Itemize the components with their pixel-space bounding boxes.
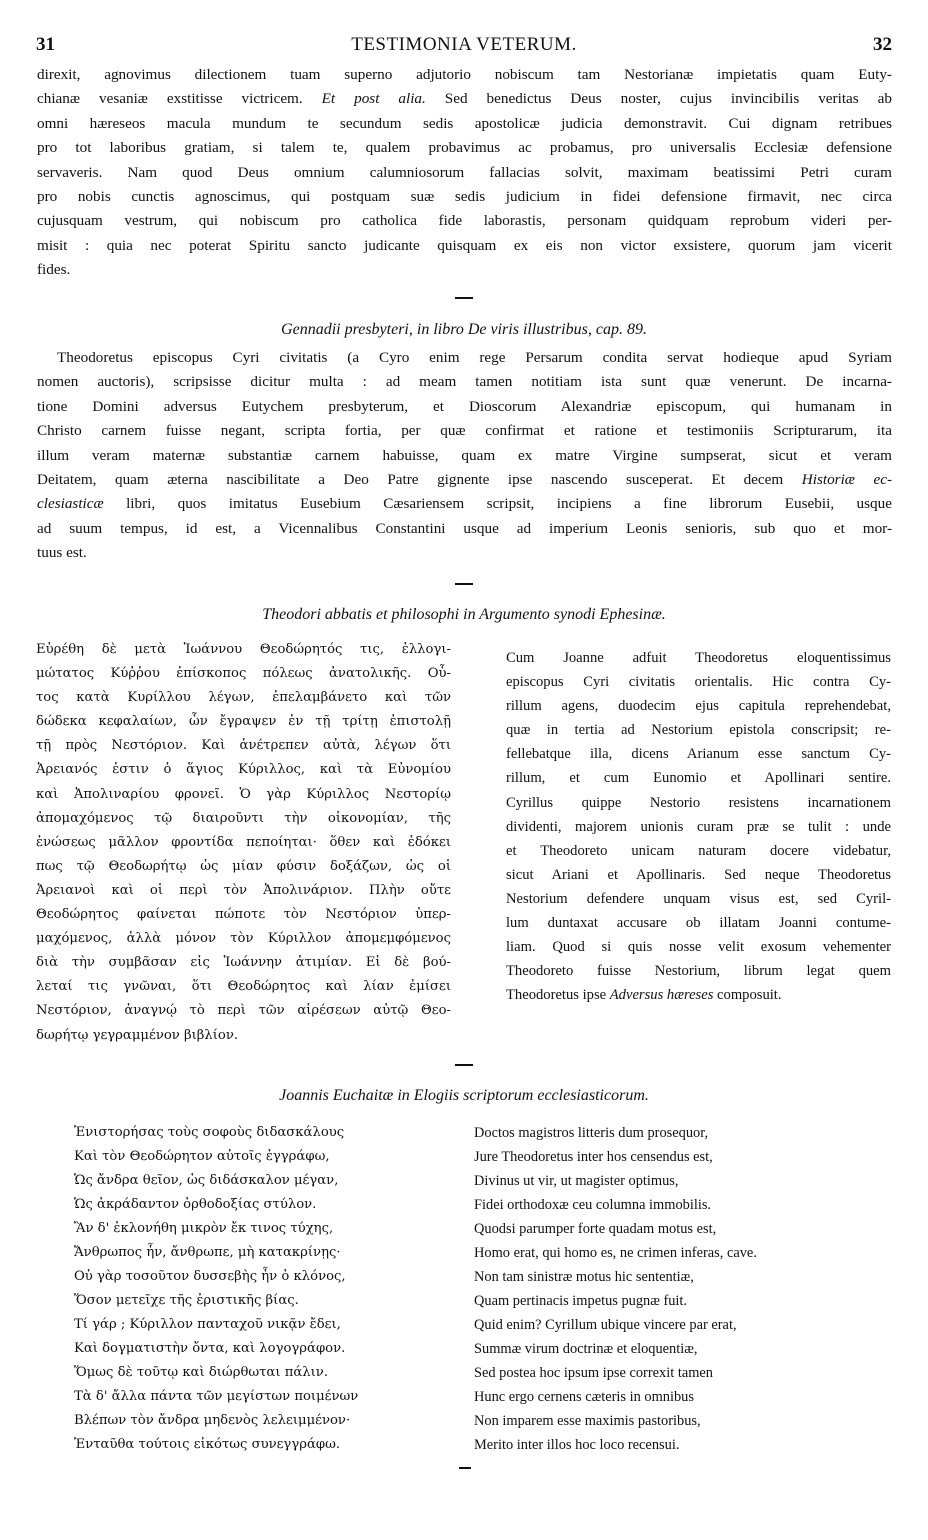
verse-line: Τί γάρ ; Κύριλλον πανταχοῦ νικᾷν ἔδει, bbox=[74, 1317, 341, 1332]
closing-divider bbox=[459, 1467, 471, 1469]
text-line: cujusquam vestrum, qui nobiscum pro catholica fide laborastis, personam quidquam reprobum videri per- bbox=[37, 212, 892, 230]
latin-line: Cum Joanne adfuit Theodoretus eloquentissimus bbox=[506, 650, 891, 666]
greek-line: τος κατὰ Κυρίλλου λέγων, ἐπελαμβάνετο καὶ τῶν bbox=[36, 690, 451, 706]
latin-line: Theodoreto fuisse Nestorium, librum legat quem bbox=[506, 963, 891, 980]
latin-line: rillum, et cum Eunomio et Apollinari sentire. bbox=[506, 770, 891, 787]
greek-line: δώδεκα κεφαλαίων, ὧν ἔγραψεν ἐν τῇ τρίτῃ ἐπιστολῇ bbox=[36, 714, 451, 730]
latin-line bbox=[506, 983, 891, 1007]
text-run: chianæ vesaniæ exstitisse victricem. bbox=[37, 90, 303, 108]
text-line bbox=[37, 492, 892, 516]
verse-line: Ὅσον μετεῖχε τῆς ἐριστικῆς βίας. bbox=[74, 1293, 299, 1308]
verse-line: Ἂν δ' ἐκλονήθη μικρὸν ἔκ τινος τύχης, bbox=[74, 1221, 334, 1236]
section-heading-gennadius: Gennadii presbyteri, in libro De viris illustribus, cap. 89. bbox=[281, 321, 647, 338]
opening-paragraph bbox=[37, 63, 892, 283]
greek-line: πως τῷ Θεοδωρήτῳ ὡς μίαν φύσιν δοξάζων, ὡς οἱ bbox=[36, 858, 451, 874]
section-divider bbox=[455, 583, 473, 585]
greek-line: λεταί τις γνῶναι, ὅτι Θεοδώρητος καὶ λίαν ἐμίσει bbox=[36, 979, 451, 995]
italic-run: Historiæ ec- bbox=[801, 470, 892, 488]
verse-line: Divinus ut vir, ut magister optimus, bbox=[474, 1173, 679, 1189]
verse-line: Βλέπων τὸν ἄνδρα μηδενὸς λελειμμένον· bbox=[74, 1413, 351, 1428]
verse-line: Ὅμως δὲ τοῦτῳ καὶ διώρθωται πάλιν. bbox=[74, 1365, 329, 1380]
latin-column bbox=[506, 646, 891, 1007]
gennadius-paragraph bbox=[37, 346, 892, 566]
latin-line: rillum agens, duodecim ejus capitula reprehendebat, bbox=[506, 698, 891, 715]
italic-run: Adversus hæreses bbox=[609, 987, 714, 1004]
latin-verse bbox=[474, 1121, 894, 1457]
greek-line: διὰ τὴν συμβᾶσαν εἰς Ἰωάννην ἀτιμίαν. Εἰ δὲ βού- bbox=[36, 955, 451, 971]
greek-line: Ἀρειανοὶ καὶ οἱ περὶ τὸν Ἀπολινάριον. Πλὴν οὔτε bbox=[36, 882, 451, 898]
verse-line: Non tam sinistræ motus hic sententiæ, bbox=[474, 1269, 694, 1285]
greek-line: καὶ Ἀπολιναρίου φρονεῖ. Ὁ γὰρ Κύριλλος Νεστορίῳ bbox=[36, 786, 451, 802]
greek-line: Νεστόριον, ἀναγνῴ τὸ περὶ τῶν αἱρέσεων αὐτῷ Θεο- bbox=[36, 1003, 451, 1019]
verse-line: Ὡς ἀκράδαντον ὀρθοδοξίας στύλον. bbox=[74, 1197, 317, 1212]
page-number-left: 31 bbox=[36, 34, 55, 55]
greek-line: ἀπομαχόμενος τῷ διαιροῦντι τὴν οἰκονομίαν, τῆς bbox=[36, 810, 451, 826]
text-line: fides. bbox=[37, 261, 71, 279]
verse-line: Summæ virum doctrinæ et eloquentiæ, bbox=[474, 1341, 698, 1357]
text-line: omni hæreseos macula mundum te secundum sedis apostolicæ judicia demonstravit. Cui dignam retribues bbox=[37, 114, 892, 132]
text-line: illum veram maternæ substantiæ carnem habuisse, quam ex matre Virgine sumpserat, sicut et veram bbox=[37, 446, 892, 464]
verse-line: Καὶ τὸν Θεοδώρητον αὐτοῖς ἐγγράφω, bbox=[74, 1149, 330, 1164]
text-line bbox=[37, 468, 892, 492]
text-line: servaveris. Nam quod Deus omnium calumniosorum fallacias solvit, maximam beatissimi Petri curam bbox=[37, 163, 892, 181]
verse-line: Quid enim? Cyrillum ubique vincere par erat, bbox=[474, 1317, 737, 1333]
verse-line: Jure Theodoretus inter hos censendus est, bbox=[474, 1149, 713, 1165]
greek-line: ἑνώσεως μᾶλλον φροντίδα πεποίηται· ὅθεν καὶ ἐδόκει bbox=[36, 834, 451, 850]
italic-run: Et post alia. bbox=[321, 90, 426, 108]
latin-line: dividenti, majorem unionis curam præ se tulit : unde bbox=[506, 818, 891, 835]
greek-line: Θεοδώρητος φαίνεται πώποτε τὸν Νεστόριον ὑπερ- bbox=[36, 907, 451, 923]
verse-line: Ἄνθρωπος ἦν, ἄνθρωπε, μὴ κατακρίνῃς· bbox=[74, 1245, 341, 1260]
page-title: TESTIMONIA VETERUM. bbox=[351, 34, 577, 55]
verse-line: Hunc ergo cernens cæteris in omnibus bbox=[474, 1389, 694, 1405]
verse-line: Doctos magistros litteris dum prosequor, bbox=[474, 1125, 709, 1141]
greek-column bbox=[36, 638, 451, 1048]
greek-line: τῇ πρὸς Νεστόριον. Καὶ ἀνέτρεπεν αὐτὰ, λέγων ὅτι bbox=[36, 738, 451, 754]
latin-line: quæ in tertia ad Nestorium epistola conscripsit; re- bbox=[506, 722, 891, 739]
latin-line: fellebatque illa, dicens Arianum esse sanctum Cy- bbox=[506, 746, 891, 763]
section-heading-euchaita: Joannis Euchaitæ in Elogiis scriptorum ecclesiasticorum. bbox=[279, 1087, 649, 1104]
verse-line: Non imparem esse maximis pastoribus, bbox=[474, 1413, 701, 1429]
italic-run: clesiasticæ bbox=[37, 495, 104, 513]
text-run: Sed benedictus Deus noster, cujus invincibilis veritas ab bbox=[425, 90, 892, 108]
text-line: ad suum tempus, id est, a Vicennalibus Constantini usque ad imperium Leonis senioris, sub quo et mor- bbox=[37, 519, 892, 537]
section-divider bbox=[455, 297, 473, 299]
latin-line: episcopus Cyri civitatis orientalis. Hic contra Cy- bbox=[506, 674, 891, 691]
text-line: direxit, agnovimus dilectionem tuam superno adjutorio nobiscum tam Nestorianæ impietatis quam Euty- bbox=[37, 66, 892, 83]
running-head bbox=[36, 34, 892, 58]
text-line: tuus est. bbox=[37, 544, 87, 562]
greek-line: μώτατος Κύῤῥου ἐπίσκοπος πόλεως ἀνατολικῆς. Οὗ- bbox=[36, 666, 451, 682]
greek-line: δωρήτῳ γεγραμμένον βιβλίον. bbox=[36, 1027, 239, 1043]
text-run: Deitatem, quam æterna nascibilitate a Deo Patre gignente ipse nascendo susceperat. Et decem bbox=[37, 470, 784, 488]
greek-line: Εὑρέθη δὲ μετὰ Ἰωάννου Θεοδώρητός τις, ἐλλογι- bbox=[36, 642, 451, 657]
verse-line: Καὶ δογματιστὴν ὄντα, καὶ λογογράφον. bbox=[74, 1341, 346, 1356]
verse-line: Ἐνιστορήσας τοὺς σοφοὺς διδασκάλους bbox=[74, 1125, 345, 1140]
section-heading-theodorus: Theodori abbatis et philosophi in Argumento synodi Ephesinæ. bbox=[262, 606, 666, 623]
latin-line: Cyrillus quippe Nestorio resistens incarnationem bbox=[506, 794, 891, 811]
verse-line: Homo erat, qui homo es, ne crimen inferas, cave. bbox=[474, 1245, 757, 1261]
latin-line: sicut Ariani et Apollinaris. Sed neque Theodoretus bbox=[506, 866, 891, 883]
verse-line: Quodsi parumper forte quadam motus est, bbox=[474, 1221, 717, 1237]
section-divider bbox=[455, 1064, 473, 1066]
latin-line: Nestorium defendere unquam visus est, sed Cyril- bbox=[506, 890, 891, 907]
text-line: pro nobis cunctis agnoscimus, qui postquam suæ sedis judicium in fidei defensione firmavit, nec circa bbox=[37, 187, 892, 205]
text-run: libri, quos imitatus Eusebium Cæsariensem scripsit, incipiens a fine librorum Eusebii, usque bbox=[103, 495, 892, 513]
latin-line: lum duntaxat accusare ob illatam Joanni contume- bbox=[506, 915, 891, 932]
latin-line: liam. Quod si quis nosse velit exosum vehementer bbox=[506, 939, 891, 956]
text-line: pro tot laboribus gratiam, si talem te, qualem probavimus ac probamus, pro universalis Ecclesiæ defensione bbox=[37, 139, 892, 157]
page-number-right: 32 bbox=[873, 34, 892, 55]
text-line: misit : quia nec poterat Spiritu sancto judicante quisquam ex eis non victor exsistere, quorum jam vicerit bbox=[37, 236, 892, 254]
text-line: Christo carnem fuisse negant, scripta fortia, per quæ confirmat et ratione et testimoniis Scripturarum, ita bbox=[37, 422, 892, 440]
text-line: nomen auctoris), scripsisse dicitur multa : ad meam tamen notitiam ista sunt quæ venerunt. De incarna- bbox=[37, 373, 892, 391]
verse-line: Τὰ δ' ἄλλα πάντα τῶν μεγίστων ποιμένων bbox=[74, 1389, 359, 1404]
verse-line: Οὐ γὰρ τοσοῦτον δυσσεβὴς ἦν ὁ κλόνος, bbox=[74, 1269, 346, 1284]
text-line: tione Domini adversus Eutychem presbyterum, et Dioscorum Alexandriæ episcopum, qui humanam in bbox=[37, 397, 892, 415]
text-run: composuit. bbox=[713, 987, 782, 1004]
text-run: Theodoretus ipse bbox=[506, 987, 610, 1004]
verse-line: Fidei orthodoxæ ceu columna immobilis. bbox=[474, 1197, 712, 1213]
verse-line: Ὡς ἄνδρα θεῖον, ὡς διδάσκαλον μέγαν, bbox=[74, 1173, 339, 1188]
verse-line: Ἐνταῦθα τούτοις εἰκότως συνεγγράφω. bbox=[74, 1437, 341, 1452]
latin-line: et Theodoreto unicam naturam docere videbatur, bbox=[506, 842, 891, 859]
verse-line: Merito inter illos hoc loco recensui. bbox=[474, 1437, 680, 1453]
text-line bbox=[37, 87, 892, 111]
verse-line: Quam pertinacis impetus pugnæ fuit. bbox=[474, 1293, 688, 1309]
greek-line: Ἀρειανός ἐστιν ὁ ἅγιος Κύριλλος, καὶ τὰ Εὐνομίου bbox=[36, 762, 451, 778]
text-line: Theodoretus episcopus Cyri civitatis (a Cyro enim rege Persarum condita servat hodieque apud Syriam bbox=[57, 349, 892, 366]
greek-line: μαχόμενος, ἀλλὰ μόνον τὸν Κύριλλον ἀπομεμφόμενος bbox=[36, 931, 451, 947]
greek-verse bbox=[74, 1121, 469, 1457]
verse-line: Sed postea hoc ipsum ipse correxit tamen bbox=[474, 1365, 713, 1381]
